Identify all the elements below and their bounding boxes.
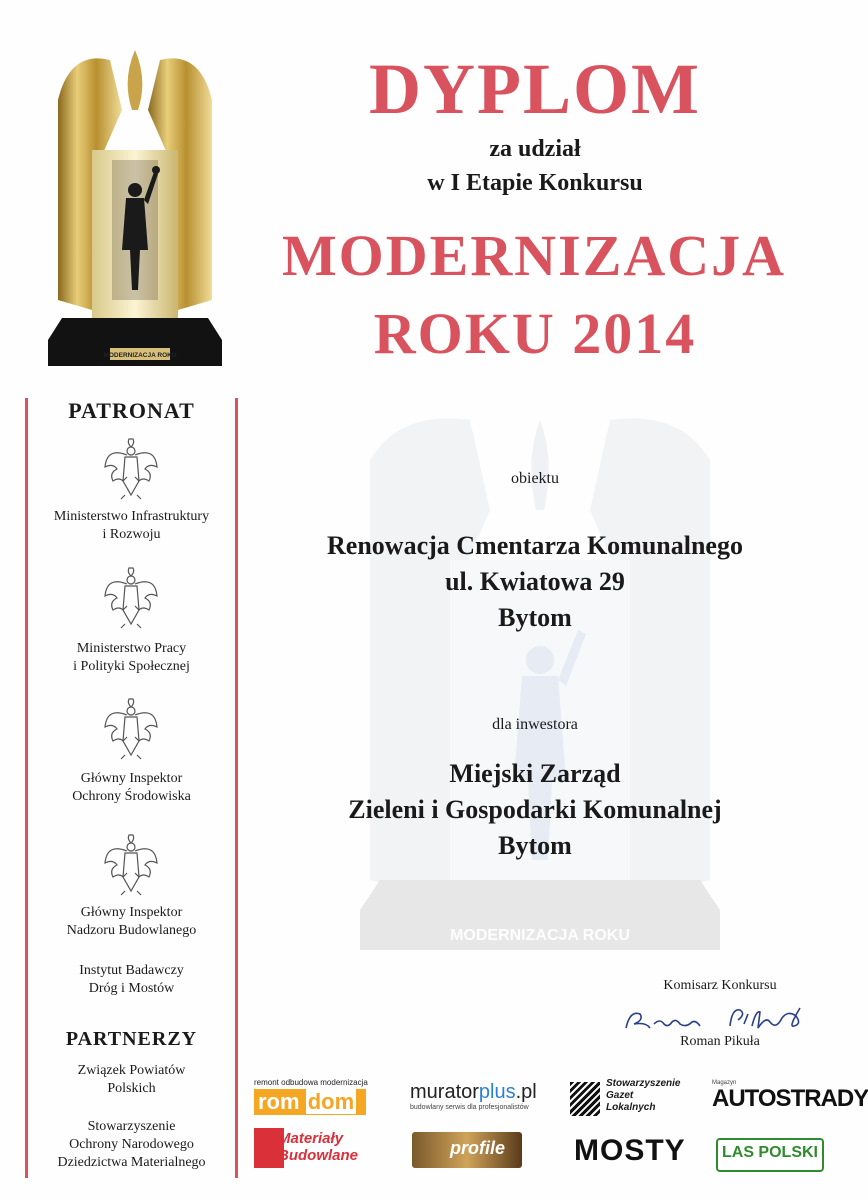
diploma-title: DYPLOM	[369, 49, 701, 129]
patron-4-line2: Nadzoru Budowlanego	[66, 923, 197, 938]
trophy-image	[40, 40, 230, 380]
murator-text-c: .pl	[515, 1081, 537, 1103]
investor-line2: Zieleni i Gospodarki Komunalnej	[348, 795, 722, 824]
murator-text-b: plus	[478, 1081, 516, 1103]
contest-title-line2: ROKU 2014	[373, 301, 697, 366]
polish-eagle-icon	[103, 697, 159, 759]
signature-name: Roman Pikuła	[680, 1034, 760, 1049]
materialy-budowlane-logo	[254, 1128, 366, 1170]
murator-tagline: budowlany serwis dla profesjonalistów	[410, 1104, 529, 1111]
profile-text: profile	[450, 1138, 506, 1158]
sgl-line2: Gazet	[606, 1090, 634, 1101]
patron-2-line2: i Polityki Społecznej	[73, 659, 190, 674]
autostrady-logo	[712, 1080, 868, 1120]
object-label: obiektu	[511, 470, 559, 487]
object-line3: Bytom	[498, 603, 572, 632]
muratorplus-logo	[410, 1080, 537, 1118]
romdom-text-b: dom	[307, 1089, 355, 1114]
murator-text-a: murator	[410, 1081, 479, 1103]
contest-title-line1: MODERNIZACJA	[281, 223, 787, 288]
patron-3-line1: Główny Inspektor	[80, 771, 183, 786]
mosty-logo: MOSTY	[574, 1134, 686, 1167]
materialy-line2: Budowlane	[278, 1147, 359, 1164]
patron-1-line2: i Rozwoju	[102, 527, 161, 542]
autostrady-text: AUTOSTRADY	[712, 1085, 868, 1112]
partner-2-line2: Ochrony Narodowego	[69, 1137, 194, 1152]
partnerzy-title: PARTNERZY	[65, 1028, 198, 1050]
autostrady-top: Magazyn	[712, 1080, 737, 1086]
partner-1-line1: Związek Powiatów	[77, 1063, 186, 1078]
subtitle-line2: w I Etapie Konkursu	[427, 170, 643, 196]
object-line1: Renowacja Cmentarza Komunalnego	[327, 531, 743, 560]
polish-eagle-icon	[103, 437, 159, 499]
las-polski-logo	[716, 1138, 824, 1172]
watermark-plate-text: MODERNIZACJA ROKU	[450, 927, 630, 944]
romdom-logo	[254, 1078, 366, 1118]
polish-eagle-icon	[103, 833, 159, 895]
sgl-logo	[570, 1078, 690, 1120]
investor-line3: Bytom	[498, 831, 572, 860]
investor-label: dla inwestora	[492, 716, 578, 733]
patron-4-line1: Główny Inspektor	[80, 905, 183, 920]
patron-2-line1: Ministerstwo Pracy	[76, 641, 187, 656]
patron-3-line2: Ochrony Środowiska	[72, 789, 191, 804]
profile-logo	[412, 1132, 522, 1168]
investor-line1: Miejski Zarząd	[449, 759, 621, 788]
partner-2-line3: Dziedzictwa Materialnego	[57, 1155, 206, 1170]
patron-1-line1: Ministerstwo Infrastruktury	[53, 509, 210, 524]
object-line2: ul. Kwiatowa 29	[445, 567, 625, 596]
partner-2-line1: Stowarzyszenie	[87, 1119, 176, 1134]
sgl-line3: Lokalnych	[606, 1102, 656, 1113]
patron-5-line2: Dróg i Mostów	[88, 981, 175, 996]
patronat-title: PATRONAT	[68, 398, 195, 423]
materialy-line1: Materiały	[278, 1130, 344, 1147]
patron-5-line1: Instytut Badawczy	[79, 963, 184, 978]
romdom-text-a: rom	[258, 1089, 300, 1114]
polish-eagle-icon	[103, 566, 159, 628]
las-polski-text: LAS POLSKI	[721, 1144, 818, 1161]
right-frame-line	[235, 398, 238, 1178]
sgl-line1: Stowarzyszenie	[606, 1078, 681, 1089]
trophy-plate-text: MODERNIZACJA ROKU	[103, 352, 177, 359]
handwritten-signature	[620, 1000, 820, 1036]
romdom-tagline: remont odbudowa modernizacja	[254, 1078, 368, 1087]
subtitle-line1: za udział	[489, 136, 581, 162]
signature-role: Komisarz Konkursu	[663, 978, 777, 993]
partner-1-line2: Polskich	[107, 1081, 156, 1096]
